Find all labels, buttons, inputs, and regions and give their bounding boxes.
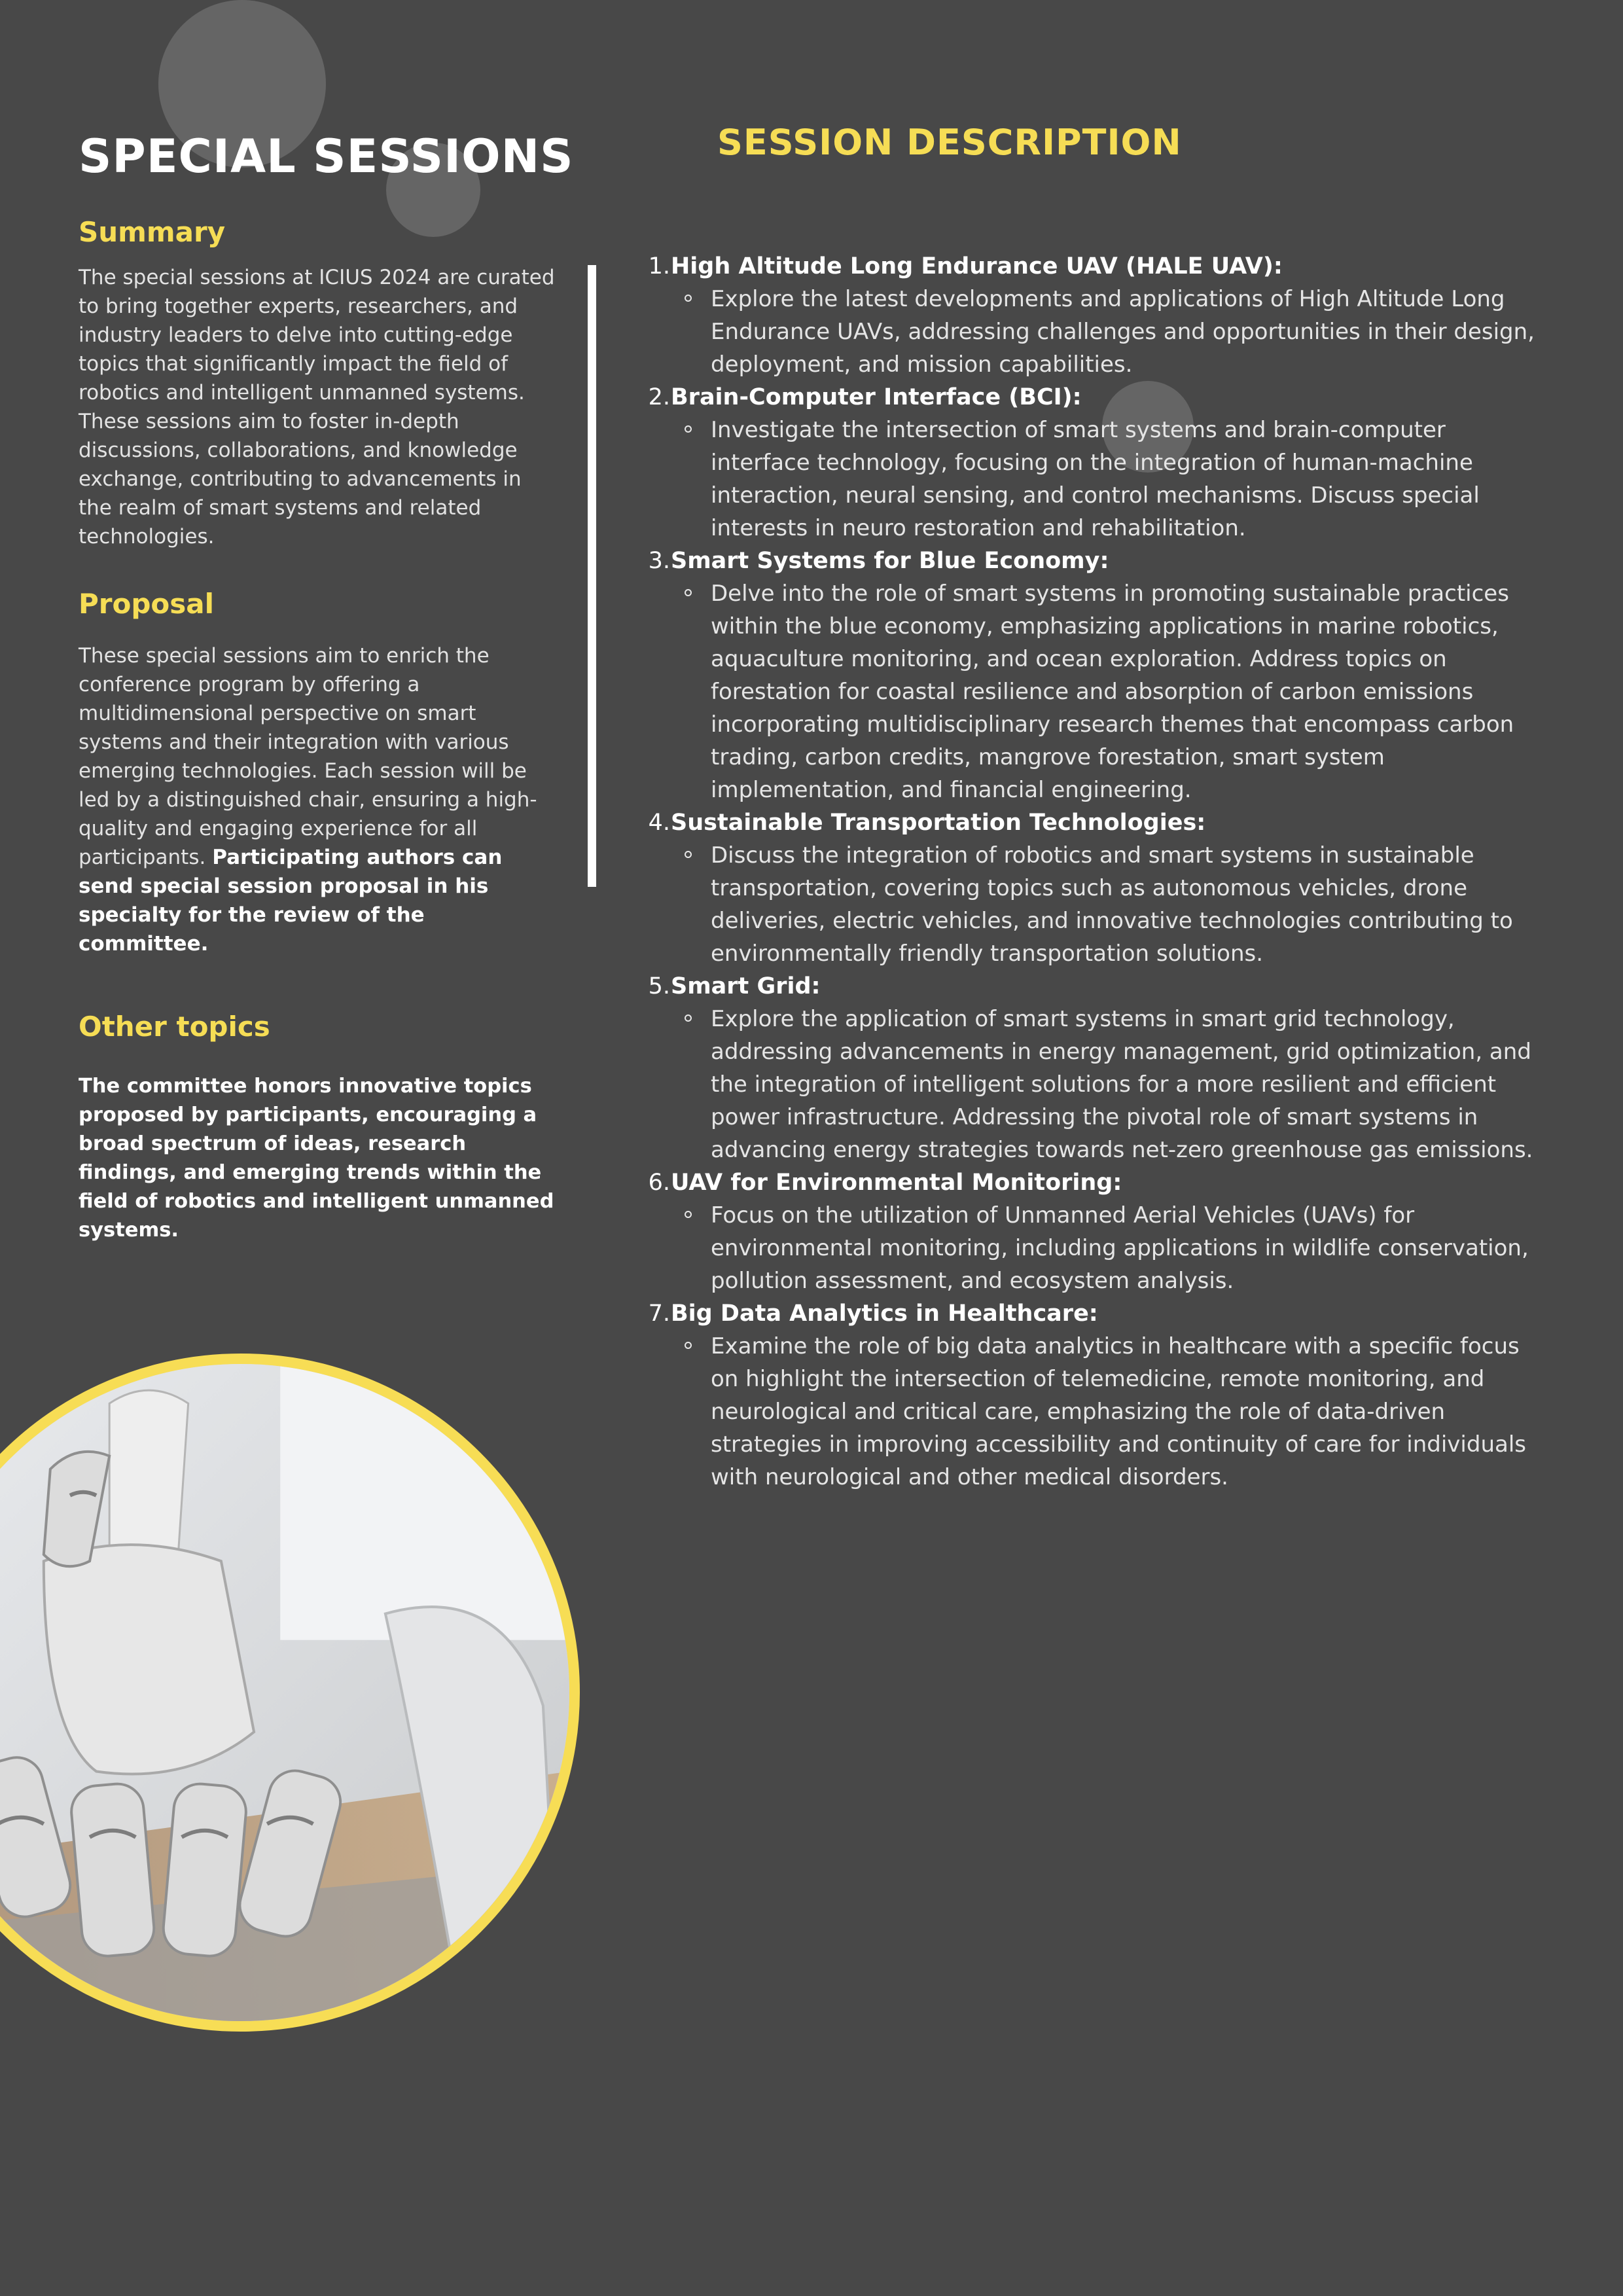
session-description-row xyxy=(711,577,1551,806)
session-number: 3. xyxy=(648,548,670,574)
proposal-heading: Proposal xyxy=(79,588,215,620)
session-description-row xyxy=(711,1330,1551,1494)
session-description-row xyxy=(711,1199,1551,1297)
session-description: Examine the role of big data analytics in healthcare with a specific focus on highlight the intersection of telemedicine, remote monitoring, and neurological and critical care, emphasizing the role of data-driven strategies in improving accessibility and continuity of care for individuals with neurological and other medical disorders. xyxy=(711,1333,1526,1490)
session-item xyxy=(648,1297,1551,1494)
session-number: 5. xyxy=(648,973,670,999)
session-item xyxy=(648,381,1551,545)
session-title: High Altitude Long Endurance UAV (HALE UAV): xyxy=(671,253,1283,279)
session-title: Sustainable Transportation Technologies: xyxy=(671,810,1206,836)
proposal-emphasis: Participating authors can send special session proposal in his specialty for the review of the committee. xyxy=(79,846,503,956)
vertical-divider xyxy=(588,265,596,887)
session-description: Discuss the integration of robotics and smart systems in sustainable transportation, covering topics such as autonomous vehicles, drone deliveries, electric vehicles, and innovative technologies contributing to environmentally friendly transportation solutions. xyxy=(711,842,1513,967)
session-description: Explore the latest developments and applications of High Altitude Long Endurance UAVs, addressing challenges and opportunities in their design, deployment, and mission capabilities. xyxy=(711,286,1535,378)
session-item xyxy=(648,1166,1551,1297)
session-item xyxy=(648,545,1551,806)
session-item xyxy=(648,970,1551,1166)
session-number: 6. xyxy=(648,1170,670,1196)
other-topics-heading: Other topics xyxy=(79,1011,270,1043)
session-number: 1. xyxy=(648,253,670,279)
hollow-bullet-icon xyxy=(685,1342,692,1349)
hollow-bullet-icon xyxy=(685,589,692,596)
other-topics-paragraph: The committee honors innovative topics proposed by participants, encouraging a broad spectrum of ideas, research findings, and emerging trends within the field of robotics and intelligent unmanned systems. xyxy=(79,1075,554,1242)
session-description-row xyxy=(711,283,1551,381)
session-description: Explore the application of smart systems in smart grid technology, addressing advancements in energy management, grid optimization, and the integration of intelligent solutions for a more resilient and efficient power infrastructure. Addressing the pivotal role of smart systems in advancing energy strategies towards net-zero greenhouse gas emissions. xyxy=(711,1006,1533,1163)
page-title: SPECIAL SESSIONS xyxy=(79,130,574,183)
session-title: Brain-Computer Interface (BCI): xyxy=(671,384,1082,410)
session-description-row xyxy=(711,839,1551,970)
session-title: Smart Systems for Blue Economy: xyxy=(671,548,1109,574)
session-description-row xyxy=(711,414,1551,545)
proposal-text: These special sessions aim to enrich the conference program by offering a multidimensional perspective on smart systems and their integration with various emerging technologies. Each session will be led by a distinguished chair, ensuring a high-quality and engaging experience for all participants. xyxy=(79,644,537,869)
proposal-paragraph xyxy=(79,641,556,958)
session-number: 2. xyxy=(648,384,670,410)
session-title: Smart Grid: xyxy=(671,973,821,999)
session-description-title: SESSION DESCRIPTION xyxy=(717,122,1182,163)
session-description: Focus on the utilization of Unmanned Aerial Vehicles (UAVs) for environmental monitoring, including applications in wildlife conservation, pollution assessment, and ecosystem analysis. xyxy=(711,1202,1529,1294)
session-description: Delve into the role of smart systems in promoting sustainable practices within the blue economy, emphasizing applications in marine robotics, aquaculture monitoring, and ocean exploration. Address topics on forestation for coastal resilience and absorption of carbon emissions incorporating multidisciplinary research themes that encompass carbon trading, carbon credits, mangrove forestation, smart system implementation, and financial engineering. xyxy=(711,581,1514,803)
session-list xyxy=(648,250,1551,1494)
session-item xyxy=(648,806,1551,970)
session-number: 7. xyxy=(648,1300,670,1327)
session-title: Big Data Analytics in Healthcare: xyxy=(671,1300,1098,1327)
robot-hand-photo xyxy=(0,1354,580,2032)
hollow-bullet-icon xyxy=(685,1211,692,1218)
hollow-bullet-icon xyxy=(685,851,692,858)
summary-paragraph: The special sessions at ICIUS 2024 are curated to bring together experts, researchers, and industry leaders to delve into cutting-edge topics that significantly impact the field of robotics and intelligent unmanned systems. These sessions aim to foster in-depth discussions, collaborations, and knowledge exchange, contributing to advancements in the realm of smart systems and related technologies. xyxy=(79,266,555,548)
hollow-bullet-icon xyxy=(685,425,692,433)
session-title: UAV for Environmental Monitoring: xyxy=(671,1170,1122,1196)
session-item xyxy=(648,250,1551,381)
session-description: Investigate the intersection of smart systems and brain-computer interface technology, focusing on the integration of human-machine interaction, neural sensing, and control mechanisms. Discuss special interests in neuro restoration and rehabilitation. xyxy=(711,417,1480,541)
robot-hand-illustration xyxy=(0,1364,569,2021)
session-description-row xyxy=(711,1003,1551,1166)
hollow-bullet-icon xyxy=(685,1014,692,1022)
summary-heading: Summary xyxy=(79,216,226,248)
session-number: 4. xyxy=(648,810,670,836)
hollow-bullet-icon xyxy=(685,295,692,302)
